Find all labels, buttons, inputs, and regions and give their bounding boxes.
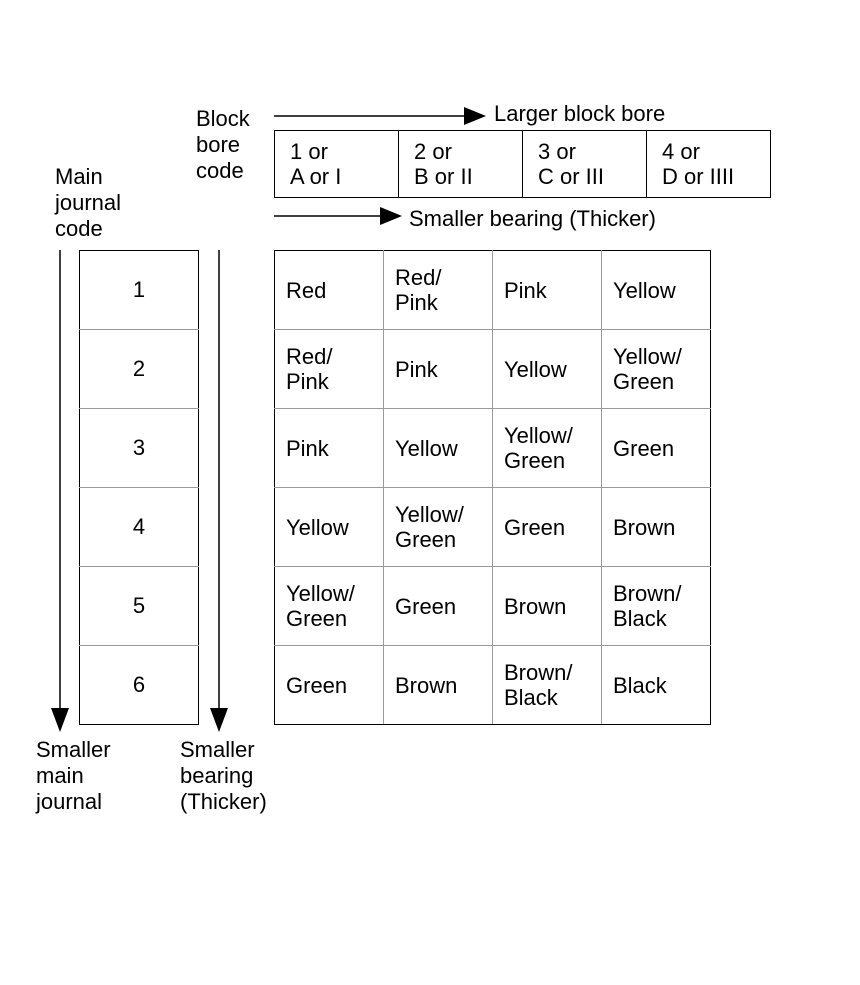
bearing-color-cell: Green [602, 409, 711, 488]
bearing-color-cell: Green [275, 646, 384, 725]
block-bore-code-cell: 4 or D or IIII [647, 131, 771, 198]
smaller-main-journal-label: Smaller main journal [36, 737, 111, 814]
bearing-color-row [275, 488, 711, 567]
main-journal-code-cell: 5 [80, 567, 199, 646]
bearing-color-cell: Yellow/ Green [493, 409, 602, 488]
bearing-color-cell: Yellow [493, 330, 602, 409]
bearing-color-cell: Black [602, 646, 711, 725]
bearing-color-cell: Green [384, 567, 493, 646]
main-journal-code-row [80, 488, 199, 567]
bearing-color-cell: Red/ Pink [384, 251, 493, 330]
main-journal-code-label: Main journal code [55, 164, 122, 241]
bearing-color-row [275, 251, 711, 330]
smaller-bearing-vertical-arrow [210, 250, 228, 732]
bearing-color-row [275, 646, 711, 725]
bearing-color-table [274, 250, 711, 725]
main-journal-code-row [80, 330, 199, 409]
bearing-color-row [275, 567, 711, 646]
block-bore-code-cell: 1 or A or I [275, 131, 399, 198]
bearing-color-cell: Yellow/ Green [275, 567, 384, 646]
bearing-color-cell: Brown [493, 567, 602, 646]
bearing-color-cell: Yellow [384, 409, 493, 488]
main-journal-code-row [80, 409, 199, 488]
smaller-bearing-horizontal-arrow [274, 207, 402, 225]
larger-block-bore-arrow [274, 107, 486, 125]
bearing-color-cell: Yellow/ Green [384, 488, 493, 567]
bearing-color-cell: Pink [384, 330, 493, 409]
block-bore-code-row [275, 131, 771, 198]
block-bore-code-cell: 3 or C or III [523, 131, 647, 198]
main-journal-code-row [80, 567, 199, 646]
main-journal-code-row [80, 251, 199, 330]
main-journal-code-cell: 2 [80, 330, 199, 409]
bearing-color-cell: Pink [493, 251, 602, 330]
bearing-color-cell: Yellow [275, 488, 384, 567]
smaller-bearing-thicker-label-top: Smaller bearing (Thicker) [409, 206, 656, 231]
bearing-color-cell: Brown [602, 488, 711, 567]
smaller-main-journal-arrow [51, 250, 69, 732]
bearing-color-cell: Green [493, 488, 602, 567]
larger-block-bore-label: Larger block bore [494, 101, 666, 126]
bearing-color-cell: Brown/ Black [493, 646, 602, 725]
bearing-color-cell: Yellow/ Green [602, 330, 711, 409]
block-bore-code-label: Block bore code [196, 106, 250, 183]
bearing-color-cell: Brown/ Black [602, 567, 711, 646]
block-bore-code-table [274, 130, 771, 198]
main-journal-code-cell: 1 [80, 251, 199, 330]
bearing-color-cell: Red/ Pink [275, 330, 384, 409]
block-bore-code-cell: 2 or B or II [399, 131, 523, 198]
main-journal-code-table [79, 250, 199, 725]
main-journal-code-cell: 4 [80, 488, 199, 567]
bearing-color-cell: Pink [275, 409, 384, 488]
main-journal-code-cell: 6 [80, 646, 199, 725]
bearing-color-cell: Brown [384, 646, 493, 725]
bearing-color-cell: Yellow [602, 251, 711, 330]
bearing-color-cell: Red [275, 251, 384, 330]
bearing-color-row [275, 330, 711, 409]
main-journal-code-row [80, 646, 199, 725]
smaller-bearing-thicker-label-bottom: Smaller bearing (Thicker) [180, 737, 267, 814]
main-journal-code-cell: 3 [80, 409, 199, 488]
bearing-color-row [275, 409, 711, 488]
